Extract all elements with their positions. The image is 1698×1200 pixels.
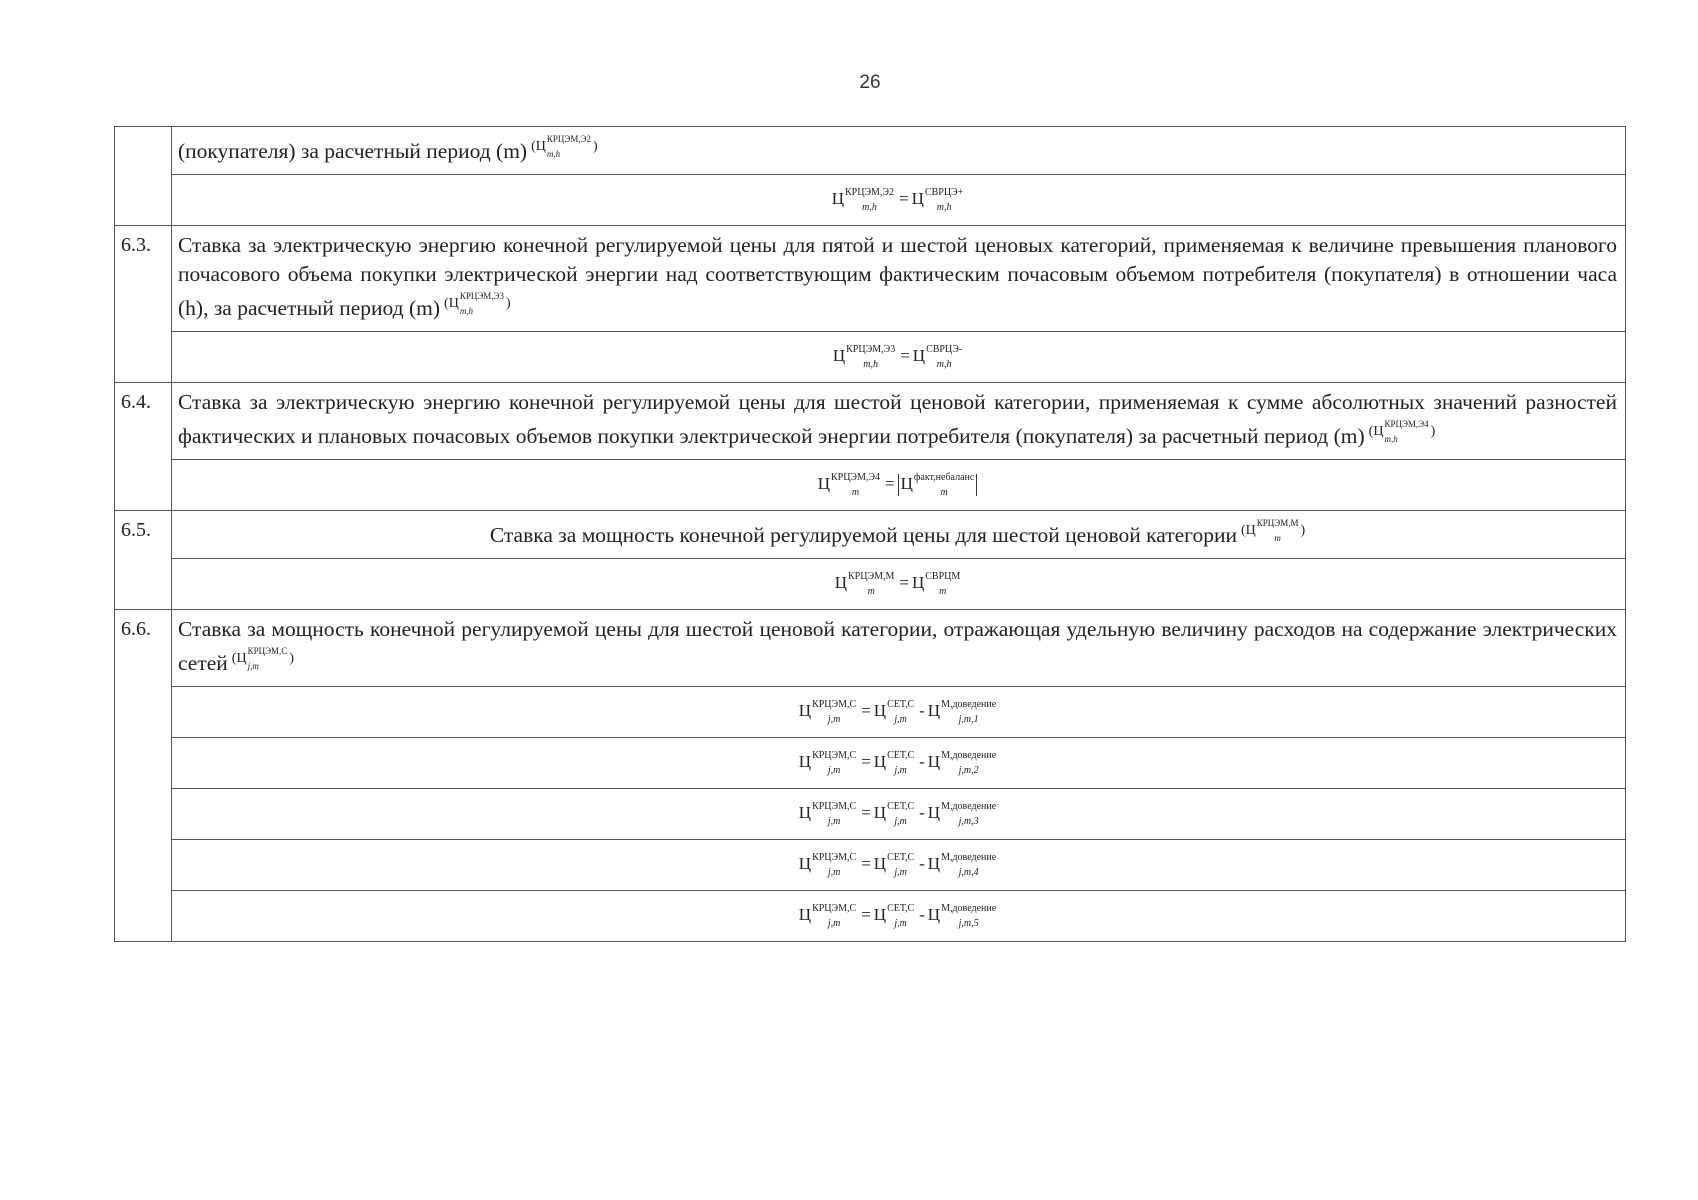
formula-row	[115, 687, 1626, 738]
formula	[832, 343, 964, 370]
row-symbol-expr-sub: j,m	[247, 660, 259, 671]
row-symbol: (Ц КРЦЭМ,Э3 m,h )	[444, 289, 511, 318]
formula-equals: =	[861, 701, 871, 721]
formula-rhs	[873, 851, 916, 878]
formula-lhs-scripts	[812, 749, 857, 776]
formula-cell	[172, 738, 1626, 789]
row-number: 6.3.	[115, 226, 172, 383]
row-symbol: (Ц КРЦЭМ,М m )	[1241, 516, 1305, 545]
formula-equals: =	[900, 346, 910, 366]
formula-lhs-scripts	[812, 902, 857, 929]
formula-lhs-scripts	[848, 570, 895, 597]
row-symbol-expr-sup: КРЦЭМ,Э2	[546, 133, 592, 144]
formula-lhs	[834, 570, 897, 597]
formula-lhs-base: Ц	[831, 189, 844, 209]
row-description-text: Ставка за электрическую энергию конечной регулируемой цены для пятой и шестой ценовых категорий, применяемая к величине превышения планового почасового объема покупки электрической энергии над соответствующим фактическим почасовым объемом потребителя (покупателя) в отношении часа (h), за расчетный период (m)	[178, 233, 1617, 320]
table-row	[115, 383, 1626, 460]
formula-rhs-base: Ц	[912, 346, 926, 366]
formula-lhs-sub: j,m	[827, 815, 841, 827]
formula-lhs-sub: j,m	[827, 764, 841, 776]
formula-lhs-sub: j,m	[827, 713, 841, 725]
formula-lhs-sup: КРЦЭМ,Э4	[830, 471, 881, 483]
row-description-text: Ставка за электрическую энергию конечной регулируемой цены для шестой ценовой категории, применяемая к сумме абсолютных значений разностей фактических и плановых почасовых объемов покупки электрической энергии потребителя (покупателя) за расчетный период (m)	[178, 390, 1617, 448]
formula-rhs2	[927, 749, 998, 776]
row-symbol-expr-sub: m,h	[546, 148, 561, 159]
formula-rhs	[873, 698, 916, 725]
formula-lhs-sub: m,h	[862, 201, 877, 213]
formula-rhs-base: Ц	[911, 189, 924, 209]
row-description	[172, 383, 1626, 460]
row-symbol-expr-sup: КРЦЭМ,С	[247, 645, 288, 656]
formula-rhs-base: Ц	[873, 701, 887, 721]
formula-cell	[172, 460, 1626, 511]
formula-rhs-scripts	[924, 186, 964, 213]
formula-rhs-scripts	[925, 570, 961, 597]
row-symbol-expr-base: Ц	[448, 296, 459, 311]
absolute-value-bars	[898, 471, 978, 498]
formula-row	[115, 559, 1626, 610]
formula-rhs	[873, 800, 916, 827]
formula-rhs	[873, 749, 916, 776]
row-symbol-expr-scripts	[546, 133, 592, 159]
formula-rhs2-base: Ц	[927, 752, 941, 772]
row-description	[172, 511, 1626, 559]
formula-rhs-scripts	[887, 698, 915, 725]
row-symbol-expr	[1246, 516, 1301, 545]
row-description	[172, 127, 1626, 175]
page-number: 26	[859, 72, 881, 93]
formula-rhs2	[927, 698, 998, 725]
row-description-text: (покупателя) за расчетный период (m)	[178, 139, 528, 163]
formula-row	[115, 460, 1626, 511]
formula-rhs-sup: факт,небаланс	[913, 471, 975, 483]
row-symbol-expr-base: Ц	[236, 651, 247, 666]
formula-rhs-sub: j,m	[894, 815, 907, 827]
formula-equals: =	[861, 854, 871, 874]
row-symbol-expr-base: Ц	[1373, 424, 1384, 439]
tariff-table-body	[115, 127, 1626, 942]
formula-lhs	[798, 698, 858, 725]
row-symbol: (Ц КРЦЭМ,С j,m )	[232, 644, 294, 673]
formula	[798, 698, 998, 725]
row-symbol-expr	[236, 644, 289, 673]
table-row	[115, 610, 1626, 687]
formula-lhs-base: Ц	[798, 803, 812, 823]
formula-lhs-sub: m,h	[863, 358, 879, 370]
formula-lhs-scripts	[812, 800, 857, 827]
table-row	[115, 511, 1626, 559]
formula-equals: =	[899, 189, 909, 209]
formula-lhs	[798, 800, 858, 827]
formula-lhs-base: Ц	[832, 346, 846, 366]
formula-rhs-sub: j,m	[894, 917, 907, 929]
formula-lhs-sub: j,m	[827, 917, 841, 929]
formula-lhs-sub: m	[867, 585, 875, 597]
formula-row	[115, 840, 1626, 891]
formula-lhs-sup: КРЦЭМ,С	[812, 800, 857, 812]
formula	[834, 570, 963, 597]
formula-lhs-sup: КРЦЭМ,Э2	[844, 186, 895, 198]
row-symbol-expr-sup: КРЦЭМ,Э4	[1384, 418, 1429, 429]
formula-lhs-base: Ц	[798, 701, 812, 721]
formula-rhs2-sup: М,доведение	[941, 749, 997, 761]
formula-rhs2-base: Ц	[927, 701, 941, 721]
formula-rhs-scripts	[887, 851, 915, 878]
formula-lhs-sup: КРЦЭМ,С	[812, 698, 857, 710]
formula-cell	[172, 175, 1626, 226]
formula-equals: =	[899, 573, 909, 593]
formula-row	[115, 738, 1626, 789]
formula-rhs-sup: СЕТ,С	[887, 698, 915, 710]
formula-rhs2-base: Ц	[927, 854, 941, 874]
formula-rhs-sub: j,m	[894, 764, 907, 776]
formula-lhs-scripts	[812, 851, 857, 878]
formula-lhs-scripts	[846, 343, 896, 370]
formula-lhs	[798, 749, 858, 776]
formula	[798, 902, 998, 929]
formula-lhs-scripts	[812, 698, 857, 725]
table-row	[115, 127, 1626, 175]
formula-rhs-sup: СВРЦЭ+	[924, 186, 964, 198]
formula-rhs-sup: СВРЦМ	[925, 570, 961, 582]
formula-rhs-scripts	[926, 343, 963, 370]
formula-rhs2-sub: j,m,1	[958, 713, 979, 725]
formula-rhs2-scripts	[941, 902, 997, 929]
formula-equals: =	[861, 752, 871, 772]
formula	[817, 471, 980, 498]
formula-rhs2-scripts	[941, 749, 997, 776]
row-symbol: (Ц КРЦЭМ,Э4 m,h )	[1369, 417, 1436, 446]
row-description-text: Ставка за мощность конечной регулируемой цены для шестой ценовой категории	[489, 523, 1237, 547]
formula-rhs2-scripts	[941, 851, 997, 878]
formula-lhs-sup: КРЦЭМ,С	[812, 749, 857, 761]
row-symbol-expr-sub: m,h	[1384, 433, 1398, 444]
formula-rhs-sub: m,h	[936, 358, 952, 370]
row-number: 6.4.	[115, 383, 172, 511]
formula-lhs-base: Ц	[798, 854, 812, 874]
formula-rhs-sup: СЕТ,С	[887, 851, 915, 863]
formula-cell	[172, 559, 1626, 610]
row-symbol-expr	[449, 289, 506, 318]
formula-cell	[172, 840, 1626, 891]
formula-cell	[172, 891, 1626, 942]
formula-rhs	[912, 343, 964, 370]
formula-rhs-base: Ц	[873, 752, 887, 772]
row-symbol-expr-sub: m,h	[459, 305, 474, 316]
formula-equals: =	[861, 803, 871, 823]
formula-lhs-sup: КРЦЭМ,Э3	[846, 343, 896, 355]
formula-lhs	[831, 186, 896, 213]
formula-rhs-sub: m,h	[936, 201, 952, 213]
formula-rhs-base: Ц	[900, 474, 913, 494]
table-row	[115, 226, 1626, 332]
formula-row	[115, 175, 1626, 226]
formula-rhs2-scripts	[941, 800, 997, 827]
row-number: 6.5.	[115, 511, 172, 610]
formula-rhs-base: Ц	[873, 854, 887, 874]
formula-rhs2-sub: j,m,5	[958, 917, 979, 929]
formula-rhs-sub: j,m	[894, 866, 907, 878]
formula-rhs-sub: m	[940, 486, 948, 498]
formula-rhs-sub: m	[939, 585, 947, 597]
row-description	[172, 610, 1626, 687]
row-symbol: (Ц КРЦЭМ,Э2 m,h )	[531, 132, 598, 161]
row-number: 6.6.	[115, 610, 172, 942]
formula-rhs-base: Ц	[911, 573, 925, 593]
formula-lhs-sup: КРЦЭМ,С	[812, 851, 857, 863]
row-symbol-expr	[1373, 417, 1430, 446]
formula-lhs	[798, 902, 858, 929]
formula-rhs-sup: СВРЦЭ-	[926, 343, 963, 355]
formula-rhs2-base: Ц	[927, 905, 941, 925]
formula-lhs	[798, 851, 858, 878]
formula	[798, 749, 998, 776]
formula-row	[115, 891, 1626, 942]
formula-lhs-sup: КРЦЭМ,М	[848, 570, 895, 582]
formula-lhs-base: Ц	[817, 474, 830, 494]
formula-lhs-base: Ц	[798, 752, 812, 772]
formula-lhs-sub: j,m	[827, 866, 841, 878]
formula-lhs-base: Ц	[798, 905, 812, 925]
formula-lhs-scripts	[844, 186, 895, 213]
formula-rhs2-sub: j,m,4	[958, 866, 979, 878]
formula-rhs-sub: j,m	[894, 713, 907, 725]
row-symbol-expr-base: Ц	[535, 139, 546, 154]
formula-rhs2	[927, 800, 998, 827]
formula-rhs-base: Ц	[873, 905, 887, 925]
row-symbol-expr-sub: m	[1274, 532, 1281, 543]
formula-lhs-scripts	[830, 471, 881, 498]
formula-rhs-sup: СЕТ,С	[887, 749, 915, 761]
row-symbol-expr-scripts	[459, 290, 504, 316]
formula-rhs-sup: СЕТ,С	[887, 902, 915, 914]
row-symbol-expr-sup: КРЦЭМ,М	[1256, 517, 1299, 528]
formula	[798, 851, 998, 878]
row-symbol-expr-sup: КРЦЭМ,Э3	[459, 290, 504, 301]
tariff-table	[114, 126, 1626, 942]
formula-minus: -	[919, 752, 925, 772]
formula-cell	[172, 789, 1626, 840]
formula-rhs2-sub: j,m,2	[958, 764, 979, 776]
formula-rhs2-sup: М,доведение	[941, 851, 997, 863]
formula-cell	[172, 687, 1626, 738]
formula-equals: =	[885, 474, 895, 494]
formula-rhs-scripts	[887, 902, 915, 929]
row-symbol-expr-base: Ц	[1245, 523, 1256, 538]
row-symbol-expr	[536, 132, 593, 161]
formula-rhs	[911, 186, 966, 213]
formula-rhs	[911, 570, 962, 597]
formula	[798, 800, 998, 827]
formula-rhs2	[927, 902, 998, 929]
formula-minus: -	[919, 854, 925, 874]
formula-equals: =	[861, 905, 871, 925]
formula-minus: -	[919, 701, 925, 721]
formula-minus: -	[919, 905, 925, 925]
formula-rhs-scripts	[913, 471, 975, 498]
formula-row	[115, 332, 1626, 383]
formula-rhs-scripts	[887, 749, 915, 776]
formula-cell	[172, 332, 1626, 383]
formula-lhs	[817, 471, 882, 498]
formula-lhs	[832, 343, 897, 370]
formula-rhs2-sup: М,доведение	[941, 800, 997, 812]
row-number	[115, 127, 172, 226]
formula-lhs-sup: КРЦЭМ,С	[812, 902, 857, 914]
formula-rhs2-scripts	[941, 698, 997, 725]
row-description-text: Ставка за мощность конечной регулируемой цены для шестой ценовой категории, отражающая удельную величину расходов на содержание электрических сетей	[178, 617, 1617, 675]
formula-rhs	[898, 471, 980, 498]
formula-lhs-sub: m	[851, 486, 860, 498]
formula-row	[115, 789, 1626, 840]
formula-rhs-base: Ц	[873, 803, 887, 823]
formula-rhs	[873, 902, 916, 929]
formula-rhs2-sup: М,доведение	[941, 902, 997, 914]
formula-minus: -	[919, 803, 925, 823]
formula-rhs-scripts	[887, 800, 915, 827]
formula-rhs2-sub: j,m,3	[958, 815, 979, 827]
formula-rhs2-base: Ц	[927, 803, 941, 823]
row-description	[172, 226, 1626, 332]
formula-rhs2	[927, 851, 998, 878]
formula-rhs2-sup: М,доведение	[941, 698, 997, 710]
formula-lhs-base: Ц	[834, 573, 848, 593]
formula-rhs-sup: СЕТ,С	[887, 800, 915, 812]
formula	[831, 186, 966, 213]
